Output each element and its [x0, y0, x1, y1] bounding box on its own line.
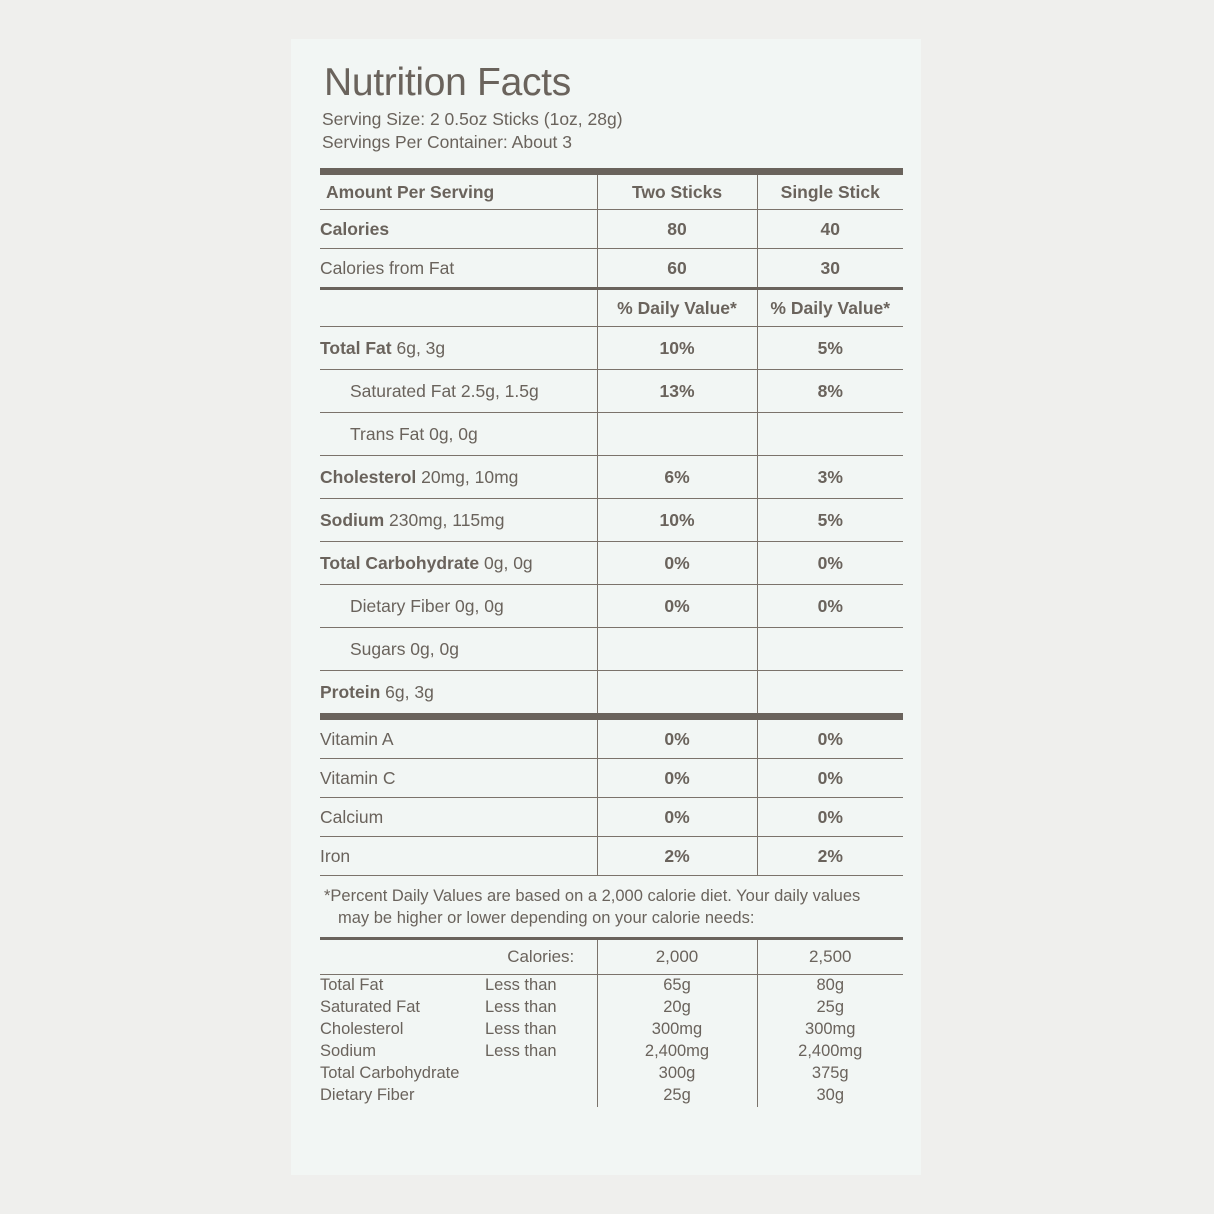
row-label-saturated-fat: Saturated Fat 2.5g, 1.5g: [320, 370, 597, 413]
reference-qual-cholesterol: Less than: [485, 1019, 557, 1038]
reference-dietary-fiber-2500: 30g: [757, 1085, 903, 1107]
reference-cholesterol-2500: 300mg: [757, 1019, 903, 1041]
calories-two-sticks: 80: [597, 210, 757, 249]
table-row: [320, 327, 903, 370]
nutrition-table: [320, 168, 903, 876]
table-row: [320, 717, 903, 759]
row-label-sugars: Sugars 0g, 0g: [320, 628, 597, 671]
table-row: [320, 759, 903, 798]
table-row: [320, 499, 903, 542]
iron-single-stick: 2%: [757, 837, 903, 876]
trans-fat-two-sticks: [597, 413, 757, 456]
reference-total-fat-2000: 65g: [597, 975, 757, 997]
spacer-cell: [320, 939, 485, 975]
reference-saturated-fat-2000: 20g: [597, 997, 757, 1019]
column-header-two-sticks: Two Sticks: [597, 172, 757, 210]
reference-label-total-fat: Total Fat: [320, 975, 485, 997]
reference-label-sodium: Sodium: [320, 1041, 376, 1060]
sodium-single-stick: 5%: [757, 499, 903, 542]
total-carbohydrate-single-stick: 0%: [757, 542, 903, 585]
table-row: [320, 585, 903, 628]
dietary-fiber-single-stick: 0%: [757, 585, 903, 628]
servings-per-container-text: Servings Per Container: About 3: [322, 132, 573, 153]
calories-single-stick: 40: [757, 210, 903, 249]
serving-size-text: Serving Size: 2 0.5oz Sticks (1oz, 28g): [322, 108, 623, 129]
reference-qual-saturated-fat: Less than: [485, 997, 557, 1016]
calcium-two-sticks: 0%: [597, 798, 757, 837]
reference-total-carbohydrate-2500: 375g: [757, 1063, 903, 1085]
table-row: [320, 1041, 903, 1063]
table-row: [320, 798, 903, 837]
table-row: [320, 671, 903, 717]
reference-qual-sodium: Less than: [485, 1041, 557, 1060]
rule-cell: [320, 876, 597, 877]
trans-fat-single-stick: [757, 413, 903, 456]
row-label-calories: Calories: [320, 210, 597, 249]
calories-from-fat-two-sticks: 60: [597, 249, 757, 289]
sugars-single-stick: [757, 628, 903, 671]
reference-sodium-2500: 2,400mg: [757, 1041, 903, 1063]
reference-qual-total-carbohydrate: [485, 1063, 597, 1085]
spacer-cell: [320, 289, 597, 327]
table-row: [320, 1063, 903, 1085]
reference-calories-2500: 2,500: [757, 939, 903, 975]
dietary-fiber-two-sticks: 0%: [597, 585, 757, 628]
page-title: Nutrition Facts: [324, 61, 571, 104]
vitamin-c-single-stick: 0%: [757, 759, 903, 798]
row-label-iron: Iron: [320, 837, 597, 876]
daily-value-header-two-sticks: % Daily Value*: [597, 289, 757, 327]
row-label-trans-fat: Trans Fat 0g, 0g: [320, 413, 597, 456]
protein-two-sticks: [597, 671, 757, 717]
total-carbohydrate-two-sticks: 0%: [597, 542, 757, 585]
table-row: [320, 1019, 903, 1041]
table-row: [320, 975, 903, 997]
rule-cell: [757, 876, 903, 877]
rule-cell: [597, 876, 757, 877]
table-bottom-rule: [320, 876, 903, 877]
table-row: [320, 413, 903, 456]
table-row-calories-from-fat: [320, 249, 903, 289]
table-row: [320, 1085, 903, 1107]
reference-calories-row: [320, 939, 903, 975]
table-row: [320, 997, 903, 1019]
reference-qual-total-fat: Less than: [485, 975, 597, 997]
reference-sodium-2000: 2,400mg: [597, 1041, 757, 1063]
row-label-protein: Protein 6g, 3g: [320, 671, 597, 717]
calories-from-fat-single-stick: 30: [757, 249, 903, 289]
saturated-fat-single-stick: 8%: [757, 370, 903, 413]
row-label-vitamin-c: Vitamin C: [320, 759, 597, 798]
total-fat-two-sticks: 10%: [597, 327, 757, 370]
daily-value-reference-table: [320, 937, 903, 1107]
table-row: [320, 456, 903, 499]
daily-value-header-row: [320, 289, 903, 327]
reference-calories-2000: 2,000: [597, 939, 757, 975]
reference-dietary-fiber-2000: 25g: [597, 1085, 757, 1107]
row-label-total-fat: Total Fat 6g, 3g: [320, 327, 597, 370]
vitamin-a-single-stick: 0%: [757, 717, 903, 759]
iron-two-sticks: 2%: [597, 837, 757, 876]
sodium-two-sticks: 10%: [597, 499, 757, 542]
row-label-dietary-fiber: Dietary Fiber 0g, 0g: [320, 585, 597, 628]
table-row: [320, 837, 903, 876]
table-header-row: [320, 172, 903, 210]
footnote-line-1: *Percent Daily Values are based on a 2,000 calorie diet. Your daily values: [324, 887, 861, 906]
table-row-calories: [320, 210, 903, 249]
total-fat-single-stick: 5%: [757, 327, 903, 370]
protein-single-stick: [757, 671, 903, 717]
row-label-total-carbohydrate: Total Carbohydrate 0g, 0g: [320, 542, 597, 585]
row-label-calories-from-fat: Calories from Fat: [320, 249, 597, 289]
column-header-single-stick: Single Stick: [757, 172, 903, 210]
table-row: [320, 628, 903, 671]
reference-label-total-carbohydrate: Total Carbohydrate: [320, 1063, 460, 1082]
calcium-single-stick: 0%: [757, 798, 903, 837]
reference-cholesterol-2000: 300mg: [597, 1019, 757, 1041]
row-label-vitamin-a: Vitamin A: [320, 717, 597, 759]
reference-qual-dietary-fiber: [485, 1085, 597, 1107]
reference-calories-label: Calories:: [485, 939, 597, 975]
row-label-sodium: Sodium 230mg, 115mg: [320, 499, 597, 542]
label-content: [320, 63, 905, 1107]
reference-saturated-fat-2500: 25g: [757, 997, 903, 1019]
vitamin-c-two-sticks: 0%: [597, 759, 757, 798]
daily-value-header-single-stick: % Daily Value*: [757, 289, 903, 327]
daily-value-footnote: [320, 886, 905, 929]
saturated-fat-two-sticks: 13%: [597, 370, 757, 413]
sugars-two-sticks: [597, 628, 757, 671]
reference-label-saturated-fat: Saturated Fat: [320, 997, 420, 1016]
cholesterol-two-sticks: 6%: [597, 456, 757, 499]
reference-label-cholesterol: Cholesterol: [320, 1019, 404, 1038]
footnote-line-2: may be higher or lower depending on your calorie needs:: [338, 908, 755, 927]
reference-total-carbohydrate-2000: 300g: [597, 1063, 757, 1085]
row-label-calcium: Calcium: [320, 798, 597, 837]
nutrition-facts-panel: [291, 39, 921, 1175]
table-row: [320, 370, 903, 413]
reference-total-fat-2500: 80g: [757, 975, 903, 997]
table-row: [320, 542, 903, 585]
reference-label-dietary-fiber: Dietary Fiber: [320, 1085, 415, 1104]
cholesterol-single-stick: 3%: [757, 456, 903, 499]
amount-per-serving-header: Amount Per Serving: [320, 172, 597, 210]
row-label-cholesterol: Cholesterol 20mg, 10mg: [320, 456, 597, 499]
vitamin-a-two-sticks: 0%: [597, 717, 757, 759]
